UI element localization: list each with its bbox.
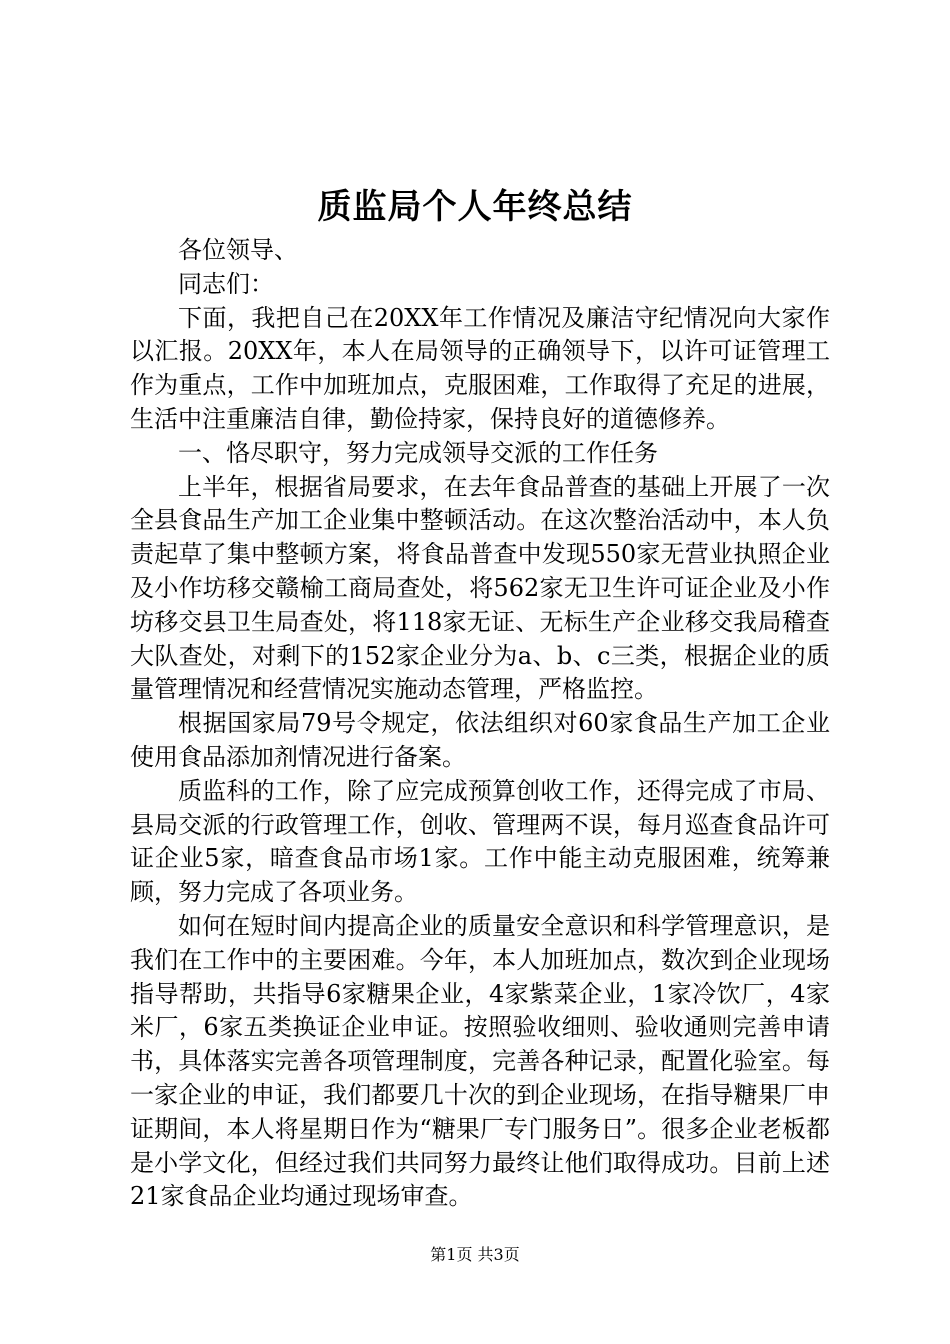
body-paragraph-2: 根据国家局79号令规定，依法组织对60家食品生产加工企业使用食品添加剂情况进行备案。 — [130, 709, 830, 771]
body-paragraph-3: 质监科的工作，除了应完成预算创收工作，还得完成了市局、县局交派的行政管理工作，创收、管理两不误，每月巡查食品许可证企业5家，暗查食品市场1家。工作中能主动克服困难，统筹兼顾，努力完成了各项业务。 — [130, 776, 830, 907]
salutation-line-1: 各位领导、 — [178, 236, 298, 264]
intro-paragraph: 下面，我把自己在20XX年工作情况及廉洁守纪情况向大家作以汇报。20XX年，本人在局领导的正确领导下，以许可证管理工作为重点，工作中加班加点，克服困难，工作取得了充足的进展，生活中注重廉洁自律，勤俭持家，保持良好的道德修养。 — [130, 303, 830, 433]
body-paragraph-4: 如何在短时间内提高企业的质量安全意识和科学管理意识，是我们在工作中的主要困难。今年，本人加班加点，数次到企业现场指导帮助，共指导6家糖果企业，4家紫菜企业，1家冷饮厂，4家米厂，6家五类换证企业申证。按照验收细则、验收通则完善申请书，具体落实完善各项管理制度，完善各种记录，配置化验室。每一家企业的申证，我们都要几十次的到企业现场，在指导糖果厂申证期间，本人将星期日作为“糖果厂专门服务日”。很多企业老板都是小学文化，但经过我们共同努力最终让他们取得成功。目前上述21家食品企业均通过现场审查。 — [130, 911, 830, 1211]
body-paragraph-1: 上半年，根据省局要求，在去年食品普查的基础上开展了一次全县食品生产加工企业集中整顿活动。在这次整治活动中，本人负责起草了集中整顿方案，将食品普查中发现550家无营业执照企业及小作坊移交赣榆工商局查处，将562家无卫生许可证企业及小作坊移交县卫生局查处，将118家无证、无标生产企业移交我局稽查大队查处，对剩下的152家企业分为a、b、c三类，根据企业的质量管理情况和经营情况实施动态管理，严格监控。 — [130, 472, 830, 704]
section-heading-1: 一、恪尽职守，努力完成领导交派的工作任务 — [178, 438, 658, 467]
document-body — [130, 234, 830, 1214]
document-title: 质监局个人年终总结 — [317, 187, 633, 227]
salutation-line-2: 同志们： — [178, 269, 274, 298]
page-number-footer: 第1页 共3页 — [430, 1245, 520, 1264]
